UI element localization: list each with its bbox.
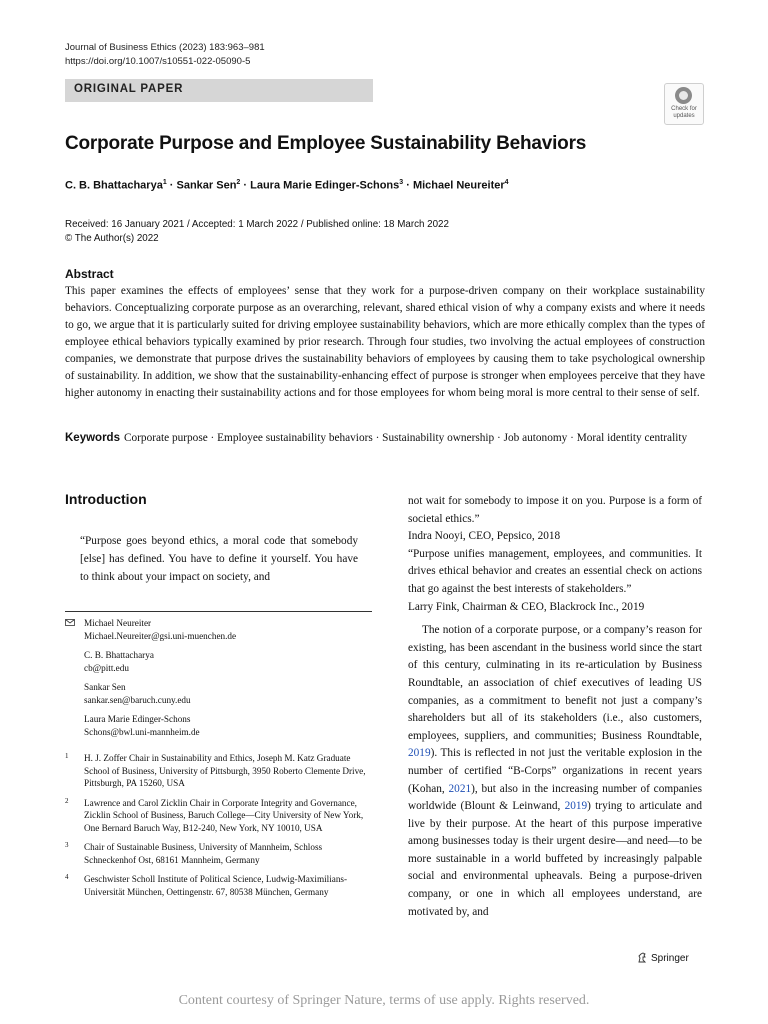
epigraph-quote: “Purpose unifies management, employees, and communities. It drives ethical behavior and creates an essential check on actions that go against the best interests of stakeholders.” — [408, 547, 702, 595]
affiliation-text: Lawrence and Carol Zicklin Chair in Corporate Integrity and Governance, Zicklin School of Business, Baruch College—City University of New York, One Bernard Baruch Way, B12-240, New York, NY 10010, USA — [84, 797, 364, 833]
doi-link[interactable]: https://doi.org/10.1007/s10551-022-05090-5 — [65, 56, 251, 67]
epigraph-attribution: Indra Nooyi, CEO, Pepsico, 2018 — [408, 530, 561, 543]
body-paragraph — [408, 622, 702, 921]
citation-link[interactable]: 2019 — [564, 800, 588, 813]
publisher-name: Springer — [651, 953, 689, 964]
footer-notice: Content courtesy of Springer Nature, terms of use apply. Rights reserved. — [178, 993, 590, 1008]
paragraph-text: The notion of a corporate purpose, or a company’s reason for existing, has been ascendant in the business world since the start of this century, culminating in its re-articulation by Business Roundtable, an association of chief executives of leading US companies, as a commitment to benefit not just a company’s shareholders but all of its stakeholders (i.e., also customers, employees, suppliers, and communities; Business Roundtable, — [408, 624, 702, 742]
keywords-text: Corporate purpose · Employee sustainability behaviors · Sustainability ownership · Job autonomy · Moral identity centrality — [123, 432, 688, 444]
affiliation-entry — [65, 752, 375, 790]
footnote-divider — [65, 611, 372, 612]
keywords-label: Keywords — [65, 432, 120, 444]
affiliation-text: Geschwister Scholl Institute of Political Science, Ludwig-Maximilians-Universität München, Oettingenstr. 67, 80538 München, Germany — [84, 874, 348, 897]
author-affiliation-ref: 3 — [399, 179, 404, 186]
author-affiliation-ref: 1 — [162, 179, 167, 186]
introduction-heading: Introduction — [65, 491, 147, 507]
check-updates-icon — [675, 87, 692, 104]
affiliation-number: 1 — [65, 752, 69, 760]
paragraph-text: ), but also in the increasing number of companies worldwide (Blount & Leinwand, — [408, 782, 702, 813]
affiliation-number: 4 — [65, 873, 69, 881]
keywords — [65, 430, 705, 446]
publisher-logo — [637, 952, 689, 964]
affiliation-entry — [65, 841, 375, 866]
epigraph-quote: “Purpose goes beyond ethics, a moral code that somebody [else] has defined. You have to define it yourself. You have to think about your impact on society, and — [80, 535, 358, 583]
author-name[interactable]: Sankar Sen — [176, 179, 237, 192]
paragraph-text: ) trying to articulate and live by their purpose. At the heart of this purpose imperative among businesses today is their urgent desire—and need—to be more sustainable in a world buffeted by increasingly palpable social and environmental upheavals. Being a purpose-driven company, or one in which all employees understand, are motivated by, and — [408, 800, 702, 918]
affiliation-entry — [65, 873, 375, 898]
journal-citation: Journal of Business Ethics (2023) 183:963–981 — [65, 42, 265, 53]
contact-email[interactable]: Schons@bwl.uni-mannheim.de — [84, 726, 200, 737]
affiliation-text: H. J. Zoffer Chair in Sustainability and Ethics, Joseph M. Katz Graduate School of Business, University of Pittsburgh, 3950 Roberto Clemente Drive, Pittsburgh, PA 15260, USA — [84, 753, 366, 788]
contact-entry — [65, 713, 375, 738]
contact-name: Sankar Sen — [84, 682, 126, 692]
contact-entry — [65, 617, 375, 642]
article-type-banner — [65, 79, 373, 102]
abstract-text: This paper examines the effects of employees’ sense that they work for a purpose-driven company on their workplace sustainability behaviors. Conceptualizing corporate purpose as an overarching, relevant, shared ethical vision of why a company exists and where it needs to go, we argue that it is particularly suited for driving employee sustainability behaviors, which are more ethically complex than the types of employee ethical behaviors typically examined by prior research. Through four studies, two involving the actual employees of construction companies, we demonstrate that purpose drives the sustainability behaviors of employees by causing them to take psychological ownership of sustainability. In addition, we show that the sustainability-enhancing effect of purpose is stronger when employees perceive that they have higher autonomy in enacting their sustainability actions and for those employees for whom being moral is more central to their sense of self. — [65, 285, 705, 399]
affiliation-text: Chair of Sustainable Business, University of Mannheim, Schloss Schneckenhof Ost, 68161 Mannheim, Germany — [84, 842, 323, 865]
author-name[interactable]: C. B. Bhattacharya — [65, 179, 163, 192]
paper-title: Corporate Purpose and Employee Sustainability Behaviors — [65, 133, 587, 154]
right-column — [408, 493, 702, 921]
springer-horse-icon — [637, 952, 648, 963]
contact-email[interactable]: Michael.Neureiter@gsi.uni-muenchen.de — [84, 630, 237, 641]
copyright-line: © The Author(s) 2022 — [65, 233, 159, 244]
affiliation-number: 3 — [65, 841, 69, 849]
history-dates: Received: 16 January 2021 / Accepted: 1 March 2022 / Published online: 18 March 2022 — [65, 219, 449, 230]
paragraph-text: ). This is reflected in not just the veritable explosion in the number of certified “B-Corps” organizations in recent years (Kohan, — [408, 747, 702, 795]
author-contacts — [65, 617, 375, 745]
epigraph-quote-continued: not wait for somebody to impose it on you. Purpose is a form of societal ethics.” — [408, 495, 702, 525]
epigraph-attribution: Larry Fink, Chairman & CEO, Blackrock Inc., 2019 — [408, 600, 645, 613]
contact-name: Laura Marie Edinger-Schons — [84, 714, 191, 724]
author-affiliation-ref: 2 — [236, 179, 241, 186]
contact-name: Michael Neureiter — [84, 618, 152, 628]
contact-name: C. B. Bhattacharya — [84, 650, 154, 660]
contact-email[interactable]: cb@pitt.edu — [84, 662, 129, 673]
author-name[interactable]: Michael Neureiter — [412, 179, 505, 192]
publication-dates — [65, 218, 449, 246]
check-updates-label: Check for updates — [671, 106, 697, 119]
author-name[interactable]: Laura Marie Edinger-Schons — [250, 179, 400, 192]
author-affiliation-ref: 4 — [504, 179, 509, 186]
affiliation-number: 2 — [65, 796, 69, 805]
citation-link[interactable]: 2021 — [448, 782, 472, 795]
author-list: C. B. Bhattacharya$^1$ · Sankar Sen$^2$ · Laura Marie Edinger-Schons$^3$ · Michael Neureiter$^4$ — [65, 179, 509, 192]
citation-link[interactable]: 2019 — [408, 747, 431, 760]
affiliations — [65, 752, 375, 905]
abstract-heading: Abstract — [65, 267, 114, 281]
check-for-updates-badge[interactable] — [664, 83, 704, 125]
contact-entry — [65, 649, 375, 674]
affiliation-entry — [65, 797, 375, 835]
envelope-icon — [65, 619, 75, 626]
contact-entry — [65, 681, 375, 706]
contact-email[interactable]: sankar.sen@baruch.cuny.edu — [84, 694, 191, 705]
article-type-label: ORIGINAL PAPER — [74, 83, 184, 95]
